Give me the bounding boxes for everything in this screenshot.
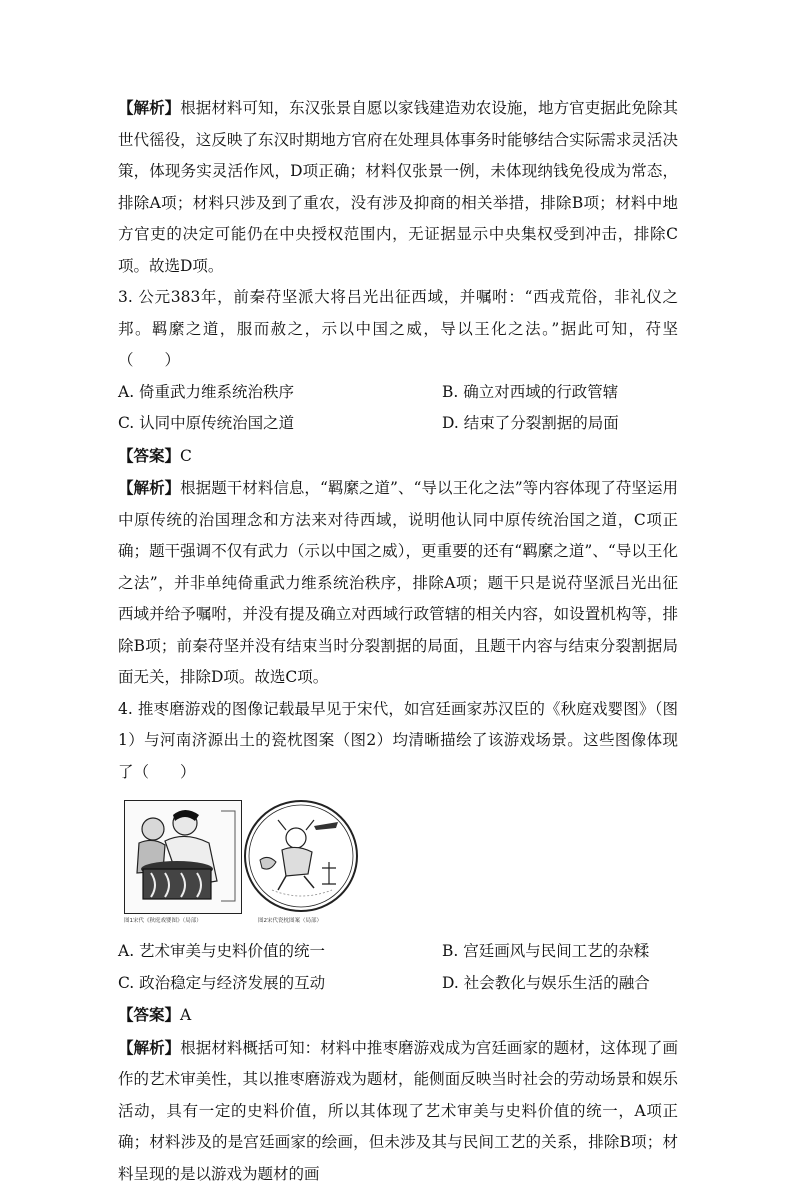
figure-2-pillow-image [242, 798, 360, 914]
q3-answer-value: C [180, 447, 192, 465]
q3-option-a: A. 倚重武力维系统治秩序 [118, 377, 442, 409]
analysis-label: 【解析】 [118, 478, 180, 497]
q4-analysis-text: 根据材料概括可知：材料中推枣磨游戏成为宫廷画家的题材，这体现了画作的艺术审美性，其以推枣磨游戏为题材，能侧面反映当时社会的劳动场景和娱乐活动，具有一定的史料价值，所以其体现了艺术审美与史料价值的统一，A项正确；材料涉及的是宫廷画家的绘画，但未涉及其与民间工艺的关系，排除B项；材料呈现的是以游戏为题材的画 [118, 1039, 678, 1183]
q3-option-c: C. 认同中原传统治国之道 [118, 408, 442, 440]
figure-2-caption: 图2宋代瓷枕图案（局部） [258, 916, 322, 924]
q4-figures [118, 794, 678, 928]
q4-option-d: D. 社会教化与娱乐生活的融合 [442, 968, 678, 1000]
q3-stem: 3. 公元383年，前秦苻坚派大将吕光出征西域，并嘱咐：“西戎荒俗，非礼仪之邦。羁縻之道，服而赦之，示以中国之威，导以王化之法。”据此可知，苻坚（ ） [118, 282, 678, 377]
q3-analysis-text: 根据题干材料信息，“羁縻之道”、“导以王化之法”等内容体现了苻坚运用中原传统的治国理念和方法来对待西域，说明他认同中原传统治国之道，C项正确；题干强调不仅有武力（示以中国之威），更重要的还有“羁縻之道”、“导以王化之法”，并非单纯倚重武力维系统治秩序，排除A项；题干只是说苻坚派吕光出征西域并给予嘱咐，并没有提及确立对西域行政管辖的相关内容，如设置机构等，排除B项；前秦苻坚并没有结束当时分裂割据的局面，且题干内容与结束分裂割据局面无关，排除D项。故选C项。 [118, 479, 678, 686]
figure-1-painting-image [124, 800, 242, 914]
q3-options-row-1 [118, 377, 678, 409]
answer-label: 【答案】 [118, 1005, 180, 1024]
q4-answer [118, 999, 678, 1032]
q4-options-row-1 [118, 936, 678, 968]
q3-answer [118, 440, 678, 473]
q4-option-c: C. 政治稳定与经济发展的互动 [118, 968, 442, 1000]
analysis-label: 【解析】 [118, 1038, 180, 1057]
analysis-label: 【解析】 [118, 98, 180, 117]
q3-analysis [118, 472, 678, 694]
q4-stem: 4. 推枣磨游戏的图像记载最早见于宋代，如宫廷画家苏汉臣的《秋庭戏婴图》（图1）与河南济源出土的瓷枕图案（图2）均清晰描绘了该游戏场景。这些图像体现了（ ） [118, 694, 678, 789]
q3-option-b: B. 确立对西域的行政管辖 [442, 377, 678, 409]
figure-1-caption: 图1宋代《秋庭戏婴图》（局部） [124, 916, 202, 924]
answer-label: 【答案】 [118, 446, 180, 465]
q2-analysis [118, 92, 678, 282]
q4-options-row-2 [118, 968, 678, 1000]
q3-option-d: D. 结束了分裂割据的局面 [442, 408, 678, 440]
q4-analysis [118, 1032, 678, 1190]
document-page [118, 92, 678, 1190]
q4-option-a: A. 艺术审美与史料价值的统一 [118, 936, 442, 968]
q4-option-b: B. 宫廷画风与民间工艺的杂糅 [442, 936, 678, 968]
q3-options-row-2 [118, 408, 678, 440]
q4-answer-value: A [180, 1006, 191, 1024]
q2-analysis-text: 根据材料可知，东汉张景自愿以家钱建造劝农设施，地方官吏据此免除其世代徭役，这反映了东汉时期地方官府在处理具体事务时能够结合实际需求灵活决策，体现务实灵活作风，D项正确；材料仅张景一例，未体现纳钱免役成为常态，排除A项；材料只涉及到了重农，没有涉及抑商的相关举措，排除B项；材料中地方官吏的决定可能仍在中央授权范围内，无证据显示中央集权受到冲击，排除C项。故选D项。 [118, 99, 678, 275]
